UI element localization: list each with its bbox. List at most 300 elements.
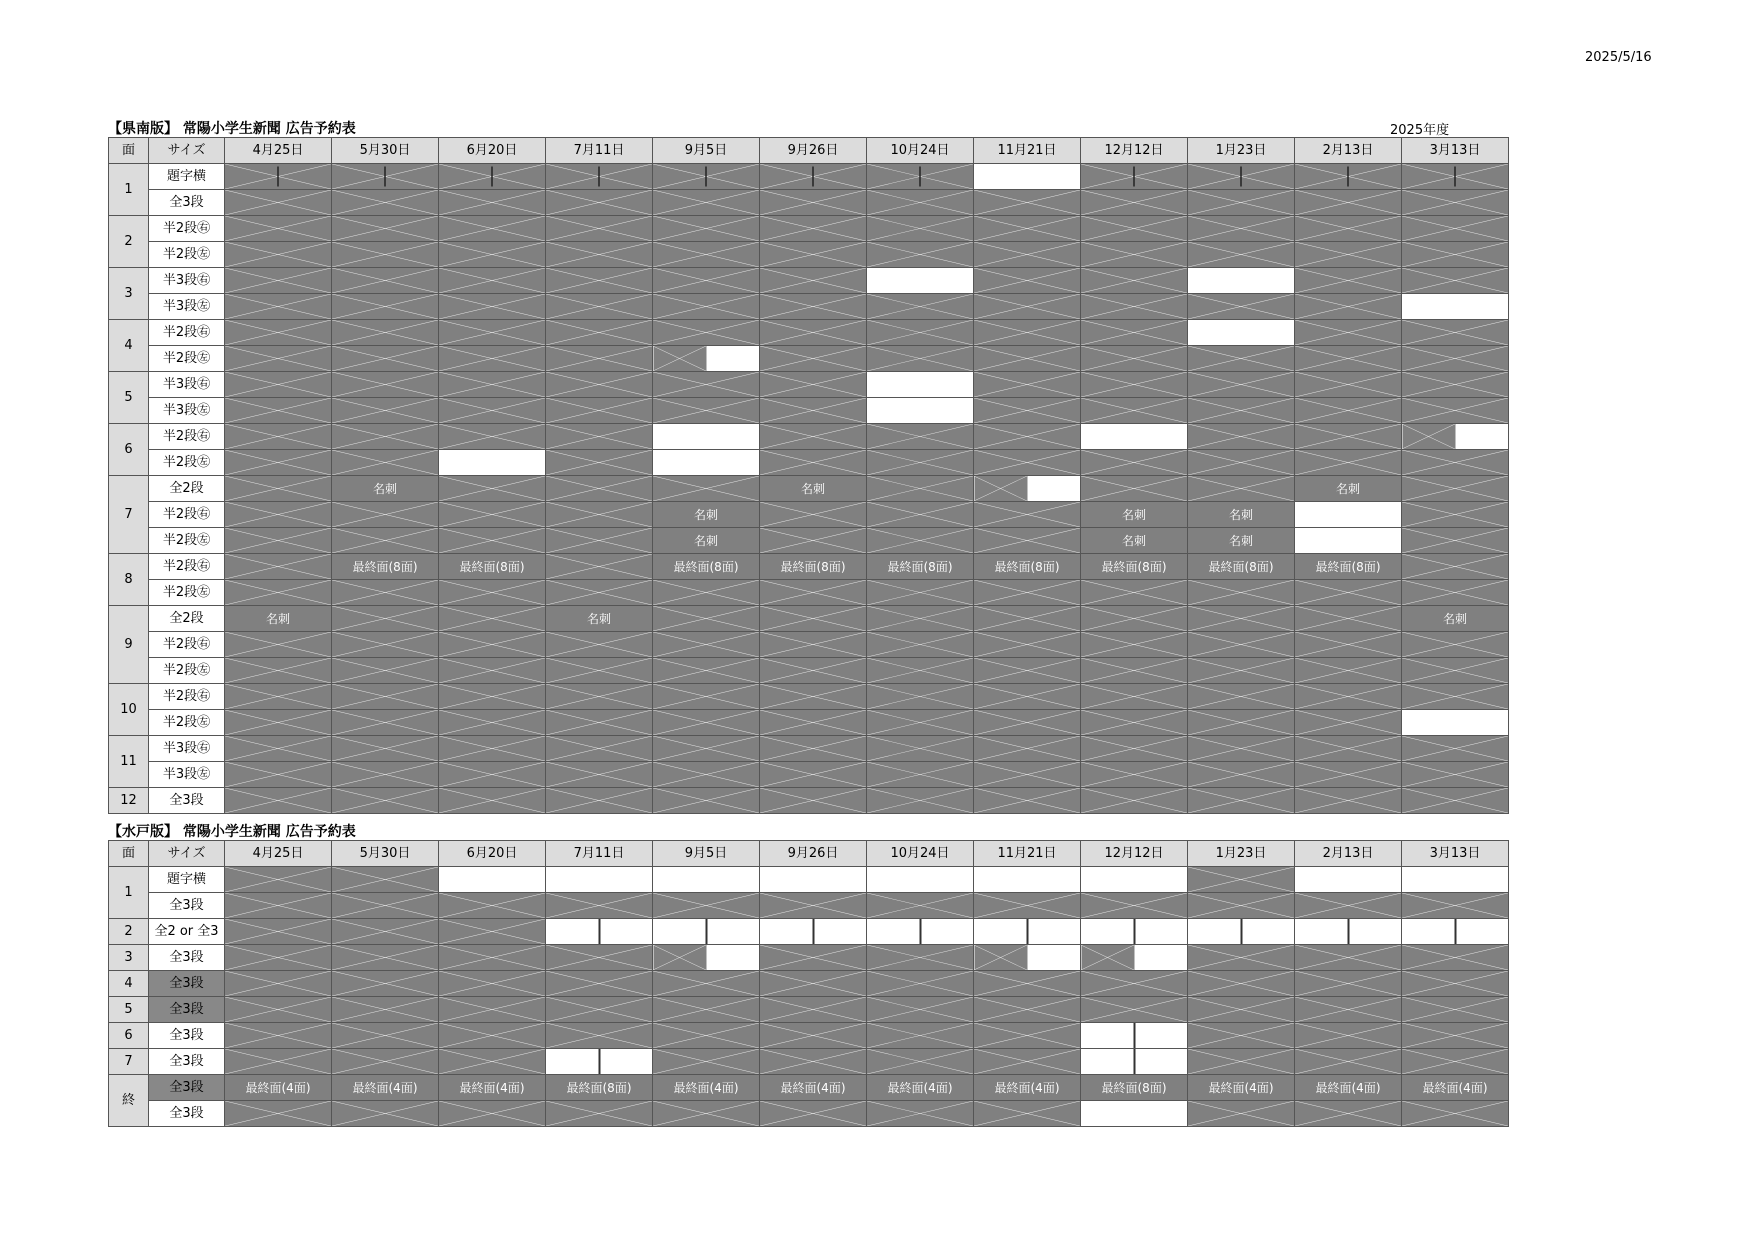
slot-reserved[interactable] bbox=[1402, 606, 1509, 632]
slot-booked[interactable] bbox=[546, 554, 653, 580]
slot-booked[interactable] bbox=[1402, 762, 1509, 788]
slot-booked[interactable] bbox=[760, 528, 867, 554]
slot-reserved[interactable] bbox=[225, 1075, 332, 1101]
slot-booked[interactable] bbox=[332, 242, 439, 268]
slot-booked[interactable] bbox=[653, 606, 760, 632]
slot-reserved[interactable] bbox=[332, 1075, 439, 1101]
slot-booked[interactable] bbox=[974, 893, 1081, 919]
slot-booked[interactable] bbox=[1081, 450, 1188, 476]
slot-booked[interactable] bbox=[1188, 762, 1295, 788]
slot-booked[interactable] bbox=[1402, 528, 1509, 554]
slot-booked[interactable] bbox=[760, 424, 867, 450]
slot-reserved[interactable] bbox=[1188, 528, 1295, 554]
slot-booked[interactable] bbox=[1402, 216, 1509, 242]
slot-booked[interactable] bbox=[1081, 476, 1188, 502]
slot-booked[interactable] bbox=[546, 762, 653, 788]
slot-booked[interactable] bbox=[867, 528, 974, 554]
slot-open[interactable] bbox=[1188, 268, 1295, 294]
slot-booked[interactable] bbox=[760, 1023, 867, 1049]
slot-booked[interactable] bbox=[1402, 580, 1509, 606]
slot-booked[interactable] bbox=[1295, 294, 1402, 320]
slot-booked[interactable] bbox=[1295, 684, 1402, 710]
slot-open[interactable] bbox=[439, 450, 546, 476]
slot-booked[interactable] bbox=[332, 346, 439, 372]
slot-booked[interactable] bbox=[867, 320, 974, 346]
slot-booked[interactable] bbox=[225, 893, 332, 919]
slot-booked[interactable] bbox=[1402, 1023, 1509, 1049]
slot-booked[interactable] bbox=[1295, 606, 1402, 632]
slot-booked[interactable] bbox=[974, 424, 1081, 450]
slot-booked[interactable] bbox=[760, 1101, 867, 1127]
slot-booked[interactable] bbox=[225, 372, 332, 398]
slot-booked[interactable] bbox=[867, 762, 974, 788]
slot-reserved[interactable] bbox=[653, 554, 760, 580]
slot-booked[interactable] bbox=[1188, 945, 1295, 971]
slot-booked[interactable] bbox=[1188, 580, 1295, 606]
slot-reserved[interactable] bbox=[867, 554, 974, 580]
slot-reserved[interactable] bbox=[1295, 1075, 1402, 1101]
slot-booked[interactable] bbox=[760, 242, 867, 268]
slot-booked[interactable] bbox=[760, 893, 867, 919]
slot-booked[interactable] bbox=[653, 398, 760, 424]
slot-booked[interactable] bbox=[1188, 398, 1295, 424]
slot-booked[interactable] bbox=[439, 216, 546, 242]
slot-booked[interactable] bbox=[332, 424, 439, 450]
slot-booked[interactable] bbox=[225, 945, 332, 971]
slot-booked[interactable] bbox=[974, 398, 1081, 424]
slot-open[interactable] bbox=[1081, 867, 1188, 893]
slot-booked[interactable] bbox=[1402, 658, 1509, 684]
slot-booked[interactable] bbox=[225, 398, 332, 424]
slot-booked[interactable] bbox=[225, 320, 332, 346]
slot-booked[interactable] bbox=[760, 658, 867, 684]
slot-booked[interactable] bbox=[1081, 710, 1188, 736]
slot-reserved[interactable] bbox=[974, 554, 1081, 580]
slot-booked[interactable] bbox=[1402, 997, 1509, 1023]
slot-booked[interactable] bbox=[546, 242, 653, 268]
slot-booked[interactable] bbox=[867, 945, 974, 971]
slot-booked[interactable] bbox=[760, 190, 867, 216]
slot-booked[interactable] bbox=[867, 788, 974, 814]
slot-booked[interactable] bbox=[653, 684, 760, 710]
slot-booked[interactable] bbox=[653, 971, 760, 997]
slot-booked[interactable] bbox=[653, 242, 760, 268]
slot-reserved[interactable] bbox=[332, 554, 439, 580]
slot-booked[interactable] bbox=[439, 736, 546, 762]
slot-booked[interactable] bbox=[332, 164, 439, 190]
slot-booked[interactable] bbox=[1188, 658, 1295, 684]
slot-booked[interactable] bbox=[653, 580, 760, 606]
slot-booked[interactable] bbox=[439, 528, 546, 554]
slot-booked[interactable] bbox=[1402, 320, 1509, 346]
slot-booked[interactable] bbox=[760, 684, 867, 710]
slot-open[interactable] bbox=[974, 164, 1081, 190]
slot-booked[interactable] bbox=[1081, 736, 1188, 762]
slot-booked[interactable] bbox=[439, 945, 546, 971]
slot-open-split[interactable] bbox=[653, 919, 760, 945]
slot-booked[interactable] bbox=[546, 632, 653, 658]
slot-booked[interactable] bbox=[225, 268, 332, 294]
slot-booked[interactable] bbox=[546, 450, 653, 476]
slot-booked[interactable] bbox=[653, 788, 760, 814]
slot-booked[interactable] bbox=[332, 372, 439, 398]
slot-booked[interactable] bbox=[867, 450, 974, 476]
slot-open-split[interactable] bbox=[1081, 1049, 1188, 1075]
slot-booked[interactable] bbox=[1295, 346, 1402, 372]
slot-booked[interactable] bbox=[760, 580, 867, 606]
slot-booked[interactable] bbox=[1188, 242, 1295, 268]
slot-booked[interactable] bbox=[1081, 242, 1188, 268]
slot-booked[interactable] bbox=[225, 190, 332, 216]
slot-booked[interactable] bbox=[332, 736, 439, 762]
slot-booked[interactable] bbox=[1295, 762, 1402, 788]
slot-booked[interactable] bbox=[1402, 398, 1509, 424]
slot-booked[interactable] bbox=[974, 762, 1081, 788]
slot-half-open[interactable] bbox=[974, 476, 1081, 502]
slot-booked[interactable] bbox=[653, 294, 760, 320]
slot-booked[interactable] bbox=[653, 893, 760, 919]
slot-booked[interactable] bbox=[1081, 632, 1188, 658]
slot-booked[interactable] bbox=[439, 346, 546, 372]
slot-booked[interactable] bbox=[332, 216, 439, 242]
slot-open[interactable] bbox=[653, 424, 760, 450]
slot-booked[interactable] bbox=[760, 632, 867, 658]
slot-booked[interactable] bbox=[760, 450, 867, 476]
slot-open[interactable] bbox=[760, 867, 867, 893]
slot-booked[interactable] bbox=[1402, 1049, 1509, 1075]
slot-booked[interactable] bbox=[760, 710, 867, 736]
slot-booked[interactable] bbox=[439, 893, 546, 919]
slot-open[interactable] bbox=[867, 268, 974, 294]
slot-booked[interactable] bbox=[1295, 1049, 1402, 1075]
slot-booked[interactable] bbox=[653, 710, 760, 736]
slot-booked[interactable] bbox=[760, 788, 867, 814]
slot-booked[interactable] bbox=[1188, 997, 1295, 1023]
slot-booked[interactable] bbox=[974, 684, 1081, 710]
slot-booked[interactable] bbox=[546, 710, 653, 736]
slot-booked[interactable] bbox=[653, 736, 760, 762]
slot-booked[interactable] bbox=[439, 1023, 546, 1049]
slot-booked[interactable] bbox=[760, 1049, 867, 1075]
slot-booked[interactable] bbox=[974, 242, 1081, 268]
slot-booked[interactable] bbox=[974, 294, 1081, 320]
slot-booked[interactable] bbox=[225, 632, 332, 658]
slot-booked[interactable] bbox=[225, 424, 332, 450]
slot-booked[interactable] bbox=[1081, 580, 1188, 606]
slot-booked[interactable] bbox=[760, 736, 867, 762]
slot-booked[interactable] bbox=[867, 1101, 974, 1127]
slot-reserved[interactable] bbox=[1188, 554, 1295, 580]
slot-booked[interactable] bbox=[760, 502, 867, 528]
slot-booked[interactable] bbox=[1402, 346, 1509, 372]
slot-booked[interactable] bbox=[546, 216, 653, 242]
slot-booked[interactable] bbox=[653, 164, 760, 190]
slot-booked[interactable] bbox=[867, 242, 974, 268]
slot-booked[interactable] bbox=[225, 997, 332, 1023]
slot-booked[interactable] bbox=[546, 971, 653, 997]
slot-booked[interactable] bbox=[439, 190, 546, 216]
slot-booked[interactable] bbox=[867, 502, 974, 528]
slot-booked[interactable] bbox=[546, 424, 653, 450]
slot-booked[interactable] bbox=[439, 762, 546, 788]
slot-booked[interactable] bbox=[867, 1023, 974, 1049]
slot-booked[interactable] bbox=[1402, 190, 1509, 216]
slot-booked[interactable] bbox=[1295, 893, 1402, 919]
slot-booked[interactable] bbox=[225, 450, 332, 476]
slot-booked[interactable] bbox=[1295, 736, 1402, 762]
slot-booked[interactable] bbox=[1188, 346, 1295, 372]
slot-booked[interactable] bbox=[225, 1049, 332, 1075]
slot-booked[interactable] bbox=[1402, 684, 1509, 710]
slot-booked[interactable] bbox=[653, 1049, 760, 1075]
slot-open[interactable] bbox=[546, 867, 653, 893]
slot-booked[interactable] bbox=[332, 997, 439, 1023]
slot-booked[interactable] bbox=[332, 762, 439, 788]
slot-booked[interactable] bbox=[1402, 1101, 1509, 1127]
slot-booked[interactable] bbox=[1188, 424, 1295, 450]
slot-booked[interactable] bbox=[867, 216, 974, 242]
slot-booked[interactable] bbox=[439, 632, 546, 658]
slot-booked[interactable] bbox=[1081, 684, 1188, 710]
slot-booked[interactable] bbox=[1402, 502, 1509, 528]
slot-booked[interactable] bbox=[546, 997, 653, 1023]
slot-booked[interactable] bbox=[332, 606, 439, 632]
slot-booked[interactable] bbox=[332, 1049, 439, 1075]
slot-booked[interactable] bbox=[1188, 971, 1295, 997]
slot-booked[interactable] bbox=[1295, 398, 1402, 424]
slot-booked[interactable] bbox=[546, 190, 653, 216]
slot-booked[interactable] bbox=[225, 684, 332, 710]
slot-booked[interactable] bbox=[867, 424, 974, 450]
slot-booked[interactable] bbox=[1295, 320, 1402, 346]
slot-booked[interactable] bbox=[546, 945, 653, 971]
slot-booked[interactable] bbox=[867, 294, 974, 320]
slot-booked[interactable] bbox=[974, 372, 1081, 398]
slot-booked[interactable] bbox=[1402, 242, 1509, 268]
slot-booked[interactable] bbox=[653, 1101, 760, 1127]
slot-booked[interactable] bbox=[653, 268, 760, 294]
slot-booked[interactable] bbox=[974, 1049, 1081, 1075]
slot-booked[interactable] bbox=[1402, 945, 1509, 971]
slot-open[interactable] bbox=[974, 867, 1081, 893]
slot-reserved[interactable] bbox=[439, 1075, 546, 1101]
slot-booked[interactable] bbox=[439, 502, 546, 528]
slot-booked[interactable] bbox=[867, 476, 974, 502]
slot-half-open[interactable] bbox=[1081, 945, 1188, 971]
slot-reserved[interactable] bbox=[546, 1075, 653, 1101]
slot-booked[interactable] bbox=[225, 580, 332, 606]
slot-booked[interactable] bbox=[1081, 971, 1188, 997]
slot-booked[interactable] bbox=[225, 971, 332, 997]
slot-booked[interactable] bbox=[1402, 736, 1509, 762]
slot-open-split[interactable] bbox=[867, 919, 974, 945]
slot-booked[interactable] bbox=[546, 164, 653, 190]
slot-booked[interactable] bbox=[653, 658, 760, 684]
slot-booked[interactable] bbox=[1188, 710, 1295, 736]
slot-open[interactable] bbox=[1188, 320, 1295, 346]
slot-booked[interactable] bbox=[974, 528, 1081, 554]
slot-reserved[interactable] bbox=[867, 1075, 974, 1101]
slot-booked[interactable] bbox=[546, 580, 653, 606]
slot-open[interactable] bbox=[1402, 867, 1509, 893]
slot-booked[interactable] bbox=[332, 268, 439, 294]
slot-booked[interactable] bbox=[1188, 294, 1295, 320]
slot-reserved[interactable] bbox=[1402, 1075, 1509, 1101]
slot-booked[interactable] bbox=[439, 997, 546, 1023]
slot-open[interactable] bbox=[867, 372, 974, 398]
slot-booked[interactable] bbox=[546, 294, 653, 320]
slot-booked[interactable] bbox=[332, 788, 439, 814]
slot-booked[interactable] bbox=[1081, 190, 1188, 216]
slot-booked[interactable] bbox=[1081, 294, 1188, 320]
slot-open[interactable] bbox=[867, 398, 974, 424]
slot-booked[interactable] bbox=[225, 1023, 332, 1049]
slot-reserved[interactable] bbox=[332, 476, 439, 502]
slot-booked[interactable] bbox=[439, 580, 546, 606]
slot-booked[interactable] bbox=[867, 632, 974, 658]
slot-booked[interactable] bbox=[1295, 710, 1402, 736]
slot-booked[interactable] bbox=[867, 710, 974, 736]
slot-booked[interactable] bbox=[653, 372, 760, 398]
slot-booked[interactable] bbox=[867, 997, 974, 1023]
slot-booked[interactable] bbox=[974, 216, 1081, 242]
slot-booked[interactable] bbox=[867, 190, 974, 216]
slot-reserved[interactable] bbox=[1081, 1075, 1188, 1101]
slot-booked[interactable] bbox=[332, 658, 439, 684]
slot-booked[interactable] bbox=[653, 476, 760, 502]
slot-booked[interactable] bbox=[867, 1049, 974, 1075]
slot-booked[interactable] bbox=[225, 476, 332, 502]
slot-booked[interactable] bbox=[653, 190, 760, 216]
slot-open-split[interactable] bbox=[1402, 919, 1509, 945]
slot-reserved[interactable] bbox=[760, 1075, 867, 1101]
slot-reserved[interactable] bbox=[760, 554, 867, 580]
slot-open[interactable] bbox=[653, 450, 760, 476]
slot-booked[interactable] bbox=[974, 346, 1081, 372]
slot-booked[interactable] bbox=[1295, 945, 1402, 971]
slot-booked[interactable] bbox=[1188, 190, 1295, 216]
slot-booked[interactable] bbox=[546, 346, 653, 372]
slot-booked[interactable] bbox=[1402, 788, 1509, 814]
slot-booked[interactable] bbox=[332, 632, 439, 658]
slot-booked[interactable] bbox=[760, 164, 867, 190]
slot-booked[interactable] bbox=[546, 684, 653, 710]
slot-booked[interactable] bbox=[1295, 372, 1402, 398]
slot-booked[interactable] bbox=[867, 580, 974, 606]
slot-booked[interactable] bbox=[546, 788, 653, 814]
slot-booked[interactable] bbox=[225, 867, 332, 893]
slot-booked[interactable] bbox=[1188, 216, 1295, 242]
slot-booked[interactable] bbox=[1081, 164, 1188, 190]
slot-booked[interactable] bbox=[867, 346, 974, 372]
slot-booked[interactable] bbox=[439, 710, 546, 736]
slot-booked[interactable] bbox=[225, 502, 332, 528]
slot-booked[interactable] bbox=[439, 919, 546, 945]
slot-booked[interactable] bbox=[760, 997, 867, 1023]
slot-open-split[interactable] bbox=[1081, 919, 1188, 945]
slot-booked[interactable] bbox=[546, 1101, 653, 1127]
slot-booked[interactable] bbox=[974, 580, 1081, 606]
slot-booked[interactable] bbox=[1295, 450, 1402, 476]
slot-booked[interactable] bbox=[1081, 372, 1188, 398]
slot-booked[interactable] bbox=[332, 945, 439, 971]
slot-booked[interactable] bbox=[974, 710, 1081, 736]
slot-reserved[interactable] bbox=[1081, 554, 1188, 580]
slot-booked[interactable] bbox=[1188, 684, 1295, 710]
slot-booked[interactable] bbox=[1402, 893, 1509, 919]
slot-booked[interactable] bbox=[1295, 971, 1402, 997]
slot-booked[interactable] bbox=[225, 762, 332, 788]
slot-booked[interactable] bbox=[332, 1023, 439, 1049]
slot-booked[interactable] bbox=[439, 606, 546, 632]
slot-booked[interactable] bbox=[974, 658, 1081, 684]
slot-booked[interactable] bbox=[439, 476, 546, 502]
slot-booked[interactable] bbox=[1188, 476, 1295, 502]
slot-booked[interactable] bbox=[974, 502, 1081, 528]
slot-booked[interactable] bbox=[1402, 554, 1509, 580]
slot-booked[interactable] bbox=[332, 398, 439, 424]
slot-half-open[interactable] bbox=[653, 945, 760, 971]
slot-booked[interactable] bbox=[760, 971, 867, 997]
slot-booked[interactable] bbox=[546, 1023, 653, 1049]
slot-open[interactable] bbox=[1081, 1101, 1188, 1127]
slot-booked[interactable] bbox=[974, 268, 1081, 294]
slot-open[interactable] bbox=[1081, 424, 1188, 450]
slot-booked[interactable] bbox=[653, 1023, 760, 1049]
slot-booked[interactable] bbox=[1402, 164, 1509, 190]
slot-booked[interactable] bbox=[760, 945, 867, 971]
slot-booked[interactable] bbox=[1402, 268, 1509, 294]
slot-booked[interactable] bbox=[1295, 580, 1402, 606]
slot-booked[interactable] bbox=[760, 294, 867, 320]
slot-booked[interactable] bbox=[1295, 1023, 1402, 1049]
slot-booked[interactable] bbox=[1295, 216, 1402, 242]
slot-booked[interactable] bbox=[225, 554, 332, 580]
slot-open-split[interactable] bbox=[1295, 919, 1402, 945]
slot-open[interactable] bbox=[1402, 710, 1509, 736]
slot-booked[interactable] bbox=[1188, 450, 1295, 476]
slot-booked[interactable] bbox=[332, 1101, 439, 1127]
slot-booked[interactable] bbox=[760, 268, 867, 294]
slot-booked[interactable] bbox=[439, 971, 546, 997]
slot-booked[interactable] bbox=[1188, 164, 1295, 190]
slot-booked[interactable] bbox=[439, 788, 546, 814]
slot-booked[interactable] bbox=[653, 216, 760, 242]
slot-booked[interactable] bbox=[1295, 658, 1402, 684]
slot-booked[interactable] bbox=[332, 450, 439, 476]
slot-booked[interactable] bbox=[439, 242, 546, 268]
slot-booked[interactable] bbox=[1081, 398, 1188, 424]
slot-booked[interactable] bbox=[546, 528, 653, 554]
slot-booked[interactable] bbox=[332, 893, 439, 919]
slot-booked[interactable] bbox=[225, 710, 332, 736]
slot-open[interactable] bbox=[1295, 867, 1402, 893]
slot-booked[interactable] bbox=[332, 294, 439, 320]
slot-booked[interactable] bbox=[974, 632, 1081, 658]
slot-booked[interactable] bbox=[867, 658, 974, 684]
slot-booked[interactable] bbox=[974, 971, 1081, 997]
slot-booked[interactable] bbox=[546, 268, 653, 294]
slot-open[interactable] bbox=[439, 867, 546, 893]
slot-booked[interactable] bbox=[974, 606, 1081, 632]
slot-open-split[interactable] bbox=[546, 1049, 653, 1075]
slot-reserved[interactable] bbox=[439, 554, 546, 580]
slot-booked[interactable] bbox=[225, 242, 332, 268]
slot-reserved[interactable] bbox=[1295, 476, 1402, 502]
slot-booked[interactable] bbox=[974, 788, 1081, 814]
slot-booked[interactable] bbox=[1295, 164, 1402, 190]
slot-booked[interactable] bbox=[974, 736, 1081, 762]
